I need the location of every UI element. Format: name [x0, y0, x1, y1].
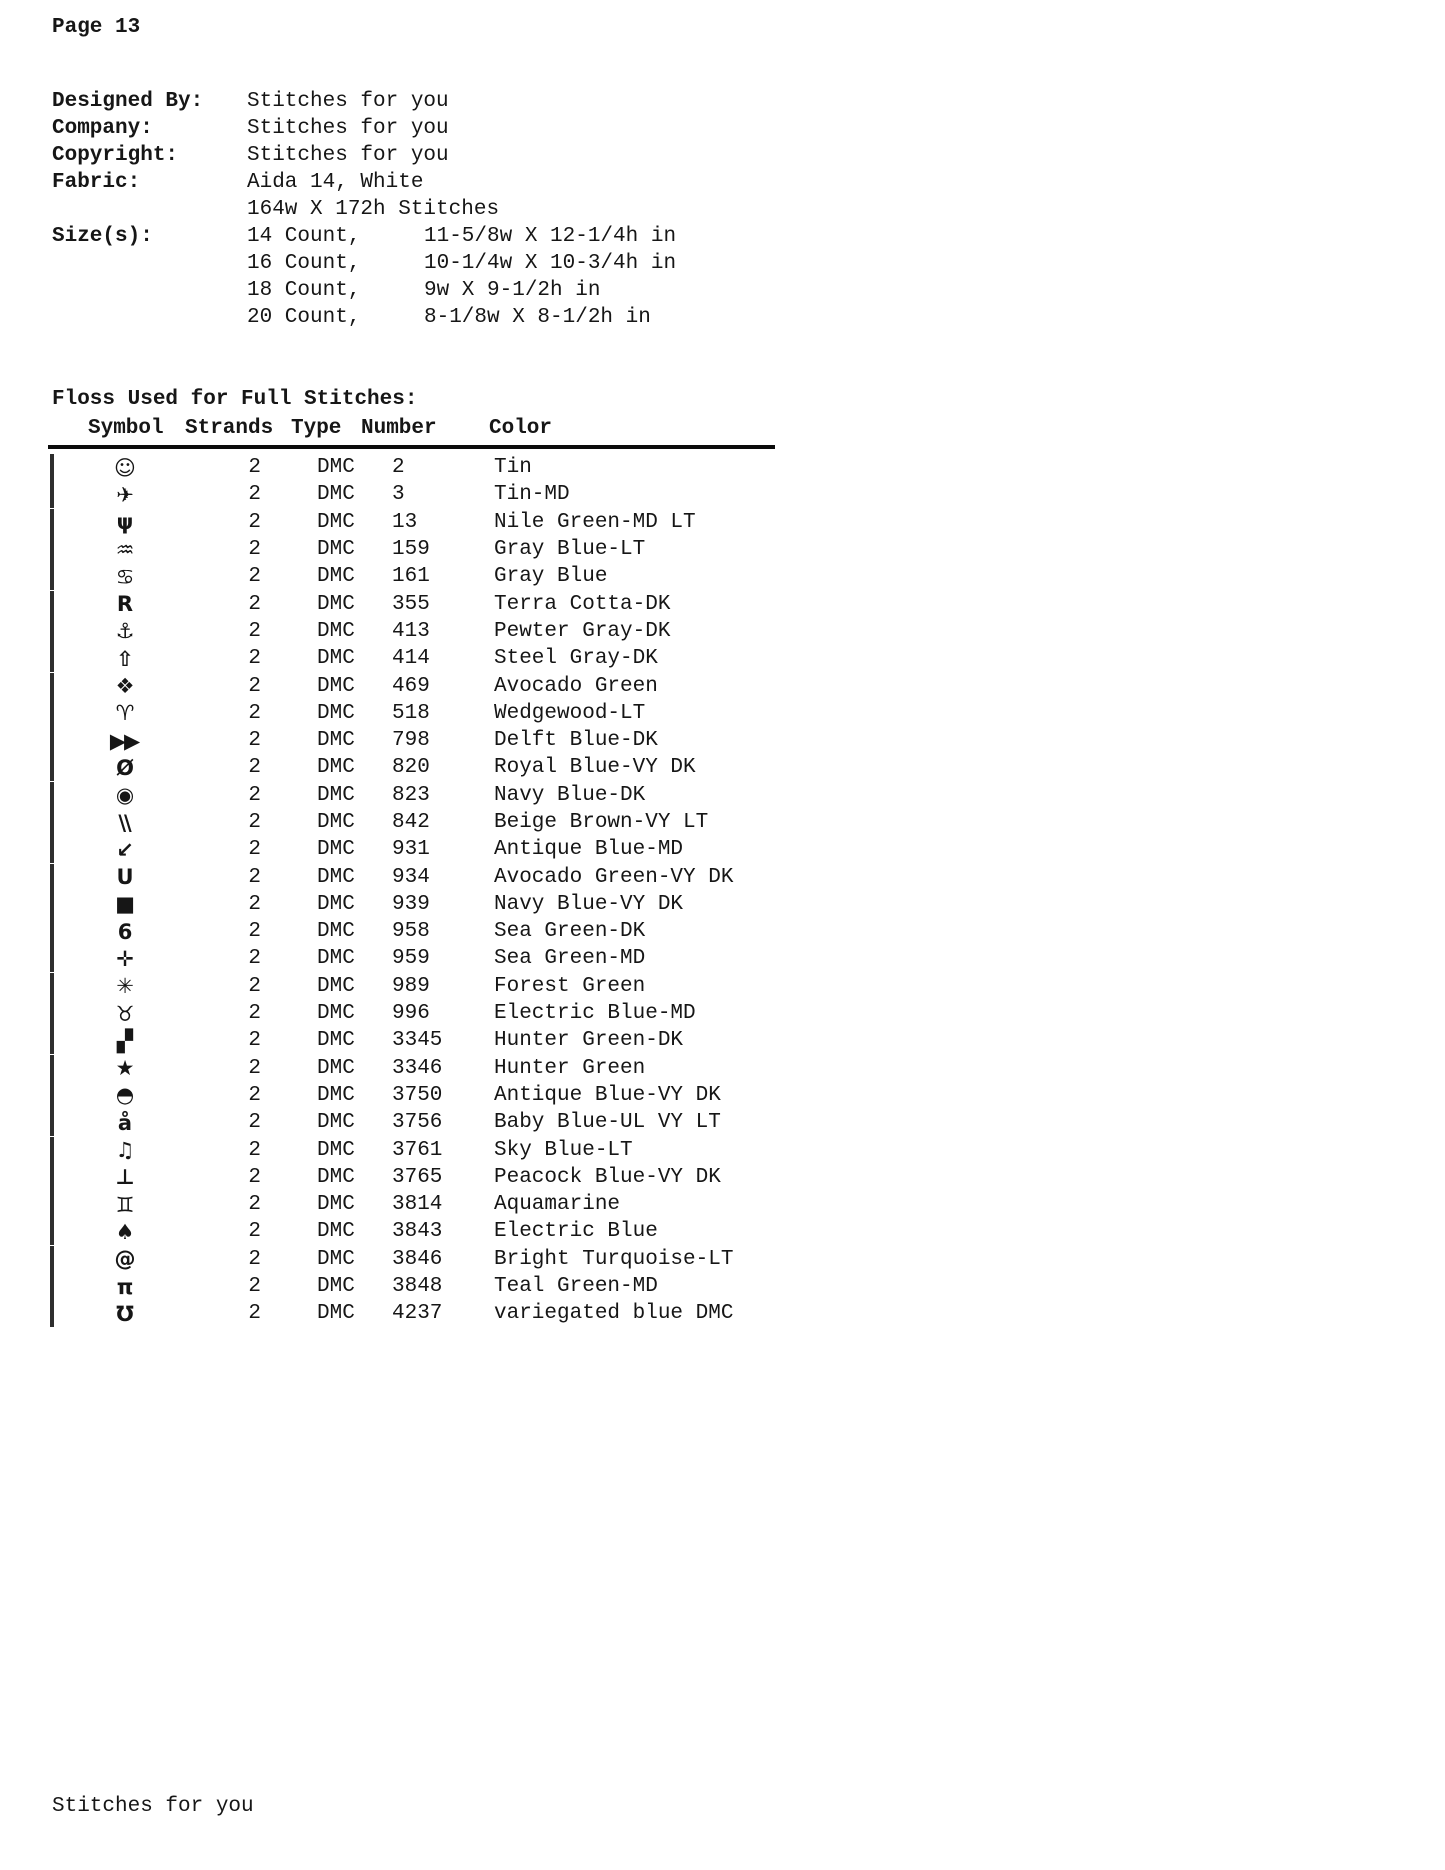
floss-color-swatch [50, 1109, 54, 1136]
floss-color-swatch [50, 836, 54, 863]
floss-table-row [0, 1300, 1445, 1327]
floss-type: DMC [317, 674, 355, 698]
floss-color-name: Sea Green-DK [494, 920, 646, 944]
floss-table-row [0, 1218, 1445, 1245]
floss-color-name: Avocado Green-VY DK [494, 865, 734, 889]
floss-number: 414 [392, 647, 430, 671]
floss-type: DMC [317, 1193, 355, 1217]
floss-color-name: Forest Green [494, 974, 646, 998]
smiley-face-symbol: ☺ [114, 455, 134, 480]
info-value: 164w X 172h Stitches [247, 198, 500, 221]
floss-table-row [0, 918, 1445, 945]
floss-color-name: Nile Green-MD LT [494, 510, 696, 534]
floss-color-swatch [50, 1055, 54, 1082]
floss-color-swatch [50, 1191, 54, 1218]
strands-value: 2 [248, 920, 261, 944]
floss-color-name: variegated blue DMC [494, 1302, 734, 1326]
floss-table-row [0, 590, 1445, 617]
floss-type: DMC [317, 1083, 355, 1107]
footer-designer-name: Stitches for you [52, 1795, 254, 1818]
floss-type: DMC [317, 565, 355, 589]
double-waves-symbol: ♒ [115, 537, 133, 562]
floss-color-name: Bright Turquoise-LT [494, 1247, 734, 1271]
column-header-color: Color [489, 417, 553, 440]
info-label [52, 304, 247, 331]
floss-table-body [0, 454, 1445, 1328]
strands-value: 2 [248, 756, 261, 780]
floss-table-row [0, 891, 1445, 918]
info-value: 16 Count, [247, 252, 361, 275]
info-row [0, 142, 1445, 169]
floss-color-swatch [50, 618, 54, 645]
floss-number: 3846 [392, 1247, 443, 1271]
floss-number: 3814 [392, 1193, 443, 1217]
floss-section [0, 386, 1445, 1328]
floss-number: 823 [392, 783, 430, 807]
floss-color-swatch [50, 918, 54, 945]
floss-type: DMC [317, 811, 355, 834]
floss-table-row [0, 1055, 1445, 1082]
floss-number: 931 [392, 838, 430, 862]
floss-number: 518 [392, 701, 430, 725]
open-cross-symbol: ✛ [116, 946, 132, 971]
candle-symbol: å [117, 1110, 131, 1135]
floss-color-swatch [50, 891, 54, 918]
strands-value: 2 [248, 892, 261, 916]
strands-value: 2 [248, 1165, 261, 1189]
floss-color-swatch [50, 864, 54, 891]
floss-color-swatch [50, 536, 54, 563]
floss-color-name: Gray Blue-LT [494, 538, 646, 562]
floss-color-name: Avocado Green [494, 674, 658, 698]
floss-number: 3765 [392, 1165, 443, 1189]
info-value: Stitches for you [247, 90, 449, 113]
floss-color-swatch [50, 591, 54, 618]
floss-table-row [0, 1027, 1445, 1054]
floss-color-name: Wedgewood-LT [494, 701, 646, 725]
floss-color-name: Navy Blue-VY DK [494, 892, 684, 916]
floss-color-swatch [50, 1137, 54, 1164]
floss-color-swatch [50, 1027, 54, 1054]
strands-value: 2 [248, 456, 261, 480]
floss-type: DMC [317, 1220, 355, 1244]
spade-symbol: ♠ [115, 1219, 133, 1244]
aries-sign-symbol: ♈ [115, 701, 133, 726]
floss-color-name: Hunter Green-DK [494, 1029, 684, 1053]
floss-color-swatch [50, 1000, 54, 1027]
info-dimensions [424, 196, 1445, 223]
floss-number: 996 [392, 1002, 430, 1026]
floss-color-swatch [50, 563, 54, 590]
floss-type: DMC [317, 783, 355, 807]
floss-number: 3346 [392, 1056, 443, 1080]
floss-color-name: Aquamarine [494, 1193, 621, 1217]
floss-type: DMC [317, 756, 355, 780]
floss-number: 3345 [392, 1029, 443, 1053]
floss-color-swatch [50, 809, 54, 836]
floss-color-swatch [50, 945, 54, 972]
info-label: Size(s): [52, 225, 153, 248]
floss-table-row [0, 727, 1445, 754]
floss-color-swatch [50, 509, 54, 536]
page-number: Page 13 [52, 16, 141, 39]
strands-value: 2 [248, 483, 261, 507]
floss-color-swatch [50, 673, 54, 700]
info-row [0, 304, 1445, 331]
floss-type: DMC [317, 1111, 355, 1135]
floss-number: 934 [392, 865, 430, 889]
strands-value: 2 [248, 674, 261, 698]
floss-table-row [0, 700, 1445, 727]
floss-number: 469 [392, 674, 430, 698]
floss-color-name: Electric Blue-MD [494, 1002, 696, 1026]
header-divider-rule [48, 445, 775, 449]
floss-color-swatch [50, 1218, 54, 1245]
column-header-strands: Strands [185, 417, 274, 440]
strands-value: 2 [248, 947, 261, 971]
star-symbol: ★ [115, 1056, 133, 1081]
floss-number: 959 [392, 947, 430, 971]
floss-type: DMC [317, 1002, 355, 1026]
info-row [0, 223, 1445, 250]
info-dimensions: 10-1/4w X 10-3/4h in [424, 252, 677, 275]
floss-color-name: Hunter Green [494, 1056, 646, 1080]
floss-table-row [0, 1082, 1445, 1109]
floss-color-swatch [50, 454, 54, 481]
strands-value: 2 [248, 1029, 261, 1053]
perpendicular-symbol: ⊥ [115, 1165, 133, 1190]
double-backslash-symbol: \\ [118, 810, 130, 835]
floss-table-row [0, 1273, 1445, 1300]
info-label: Company: [52, 117, 153, 140]
floss-type: DMC [317, 647, 355, 671]
floss-type: DMC [317, 920, 355, 944]
info-value: 20 Count, [247, 306, 361, 329]
strands-value: 2 [248, 619, 261, 643]
info-dimensions [424, 88, 1445, 115]
digit-six-symbol: 6 [117, 919, 131, 944]
floss-color-name: Steel Gray-DK [494, 647, 658, 671]
diagonal-squares-symbol: ▞ [116, 1028, 132, 1053]
floss-type: DMC [317, 510, 355, 534]
strands-value: 2 [248, 1193, 261, 1217]
info-value: 14 Count, [247, 225, 361, 248]
pattern-info-block [0, 88, 1445, 331]
strands-value: 2 [248, 1002, 261, 1026]
floss-table-row [0, 509, 1445, 536]
floss-table-row [0, 1136, 1445, 1163]
strands-value: 2 [248, 1111, 261, 1135]
column-header-type: Type [291, 417, 342, 440]
info-row [0, 169, 1445, 196]
inverted-omega-symbol: ℧ [116, 1301, 132, 1326]
floss-number: 798 [392, 729, 430, 753]
floss-type: DMC [317, 974, 355, 998]
floss-color-swatch [50, 645, 54, 672]
floss-number: 3843 [392, 1220, 443, 1244]
floss-color-name: Antique Blue-VY DK [494, 1083, 721, 1107]
floss-type: DMC [317, 947, 355, 971]
info-row [0, 277, 1445, 304]
info-row [0, 115, 1445, 142]
strands-value: 2 [248, 592, 261, 616]
info-label: Designed By: [52, 90, 204, 113]
floss-type: DMC [317, 1302, 355, 1326]
info-label [52, 196, 247, 223]
floss-color-name: Pewter Gray-DK [494, 619, 671, 643]
heavy-asterisk-symbol: ✳ [116, 974, 132, 999]
floss-color-name: Terra Cotta-DK [494, 592, 671, 616]
floss-color-name: Teal Green-MD [494, 1275, 658, 1299]
info-dimensions [424, 115, 1445, 142]
info-label [52, 250, 247, 277]
floss-table-row [0, 672, 1445, 699]
floss-color-swatch [50, 700, 54, 727]
anchor-symbol: ⚓ [115, 619, 133, 644]
strands-value: 2 [248, 729, 261, 753]
floss-type: DMC [317, 838, 355, 862]
floss-color-name: Delft Blue-DK [494, 729, 658, 753]
floss-table-row [0, 1000, 1445, 1027]
info-dimensions [424, 169, 1445, 196]
floss-color-swatch [50, 727, 54, 754]
floss-type: DMC [317, 1029, 355, 1053]
floss-number: 161 [392, 565, 430, 589]
music-notes-symbol: ♫ [115, 1138, 133, 1163]
floss-number: 3 [392, 483, 405, 507]
strands-value: 2 [248, 510, 261, 534]
strands-value: 2 [248, 701, 261, 725]
floss-type: DMC [317, 729, 355, 753]
filled-square-symbol: ■ [115, 892, 133, 917]
airplane-symbol: ✈ [116, 482, 132, 507]
gemini-sign-symbol: ♊ [115, 1192, 133, 1217]
pi-symbol: π [116, 1274, 132, 1299]
floss-color-name: Gray Blue [494, 565, 608, 589]
floss-table-row [0, 481, 1445, 508]
info-dimensions [424, 142, 1445, 169]
floss-number: 989 [392, 974, 430, 998]
eye-symbol: ◉ [115, 783, 133, 808]
floss-type: DMC [317, 592, 355, 616]
floss-number: 413 [392, 619, 430, 643]
strands-value: 2 [248, 783, 261, 807]
floss-color-swatch [50, 1082, 54, 1109]
strands-value: 2 [248, 1220, 261, 1244]
half-filled-circle-symbol: ◓ [115, 1083, 133, 1108]
info-dimensions: 11-5/8w X 12-1/4h in [424, 225, 677, 248]
info-dimensions: 8-1/8w X 8-1/2h in [424, 306, 651, 329]
info-value: Stitches for you [247, 117, 449, 140]
strands-value: 2 [248, 647, 261, 671]
floss-color-swatch [50, 1300, 54, 1327]
strands-value: 2 [248, 565, 261, 589]
info-row [0, 88, 1445, 115]
strands-value: 2 [248, 538, 261, 562]
floss-table-header [0, 415, 1445, 442]
strands-value: 2 [248, 1247, 261, 1271]
floss-table-row [0, 809, 1445, 836]
floss-table-row [0, 563, 1445, 590]
floss-type: DMC [317, 865, 355, 889]
floss-number: 3761 [392, 1138, 443, 1162]
info-label: Copyright: [52, 144, 179, 167]
floss-type: DMC [317, 619, 355, 643]
floss-color-name: Electric Blue [494, 1220, 658, 1244]
floss-table-row [0, 645, 1445, 672]
floss-color-name: Sea Green-MD [494, 947, 646, 971]
floss-type: DMC [317, 892, 355, 916]
floss-color-name: Tin [494, 456, 532, 480]
floss-type: DMC [317, 456, 355, 480]
column-header-number: Number [361, 417, 437, 440]
floss-color-name: Baby Blue-UL VY LT [494, 1111, 721, 1135]
floss-color-swatch [50, 973, 54, 1000]
floss-table-row [0, 618, 1445, 645]
floss-type: DMC [317, 483, 355, 507]
slashed-flag-symbol: Ø [116, 755, 132, 780]
floss-number: 4237 [392, 1302, 443, 1326]
info-dimensions: 9w X 9-1/2h in [424, 279, 601, 302]
column-header-symbol: Symbol [88, 417, 164, 440]
up-arrow-symbol: ⇧ [116, 646, 132, 671]
floss-color-swatch [50, 782, 54, 809]
strands-value: 2 [248, 811, 261, 834]
at-sign-symbol: @ [114, 1247, 134, 1272]
info-label [52, 277, 247, 304]
floss-color-name: Antique Blue-MD [494, 838, 684, 862]
strands-value: 2 [248, 865, 261, 889]
floss-type: DMC [317, 701, 355, 725]
floss-table-row [0, 945, 1445, 972]
letter-r-symbol: R [116, 592, 132, 617]
floss-table-row [0, 536, 1445, 563]
letter-u-symbol: U [116, 865, 132, 890]
floss-color-swatch [50, 1164, 54, 1191]
strands-value: 2 [248, 838, 261, 862]
floss-number: 13 [392, 510, 418, 534]
floss-type: DMC [317, 1165, 355, 1189]
floss-table-row [0, 863, 1445, 890]
floss-table-row [0, 1109, 1445, 1136]
floss-number: 958 [392, 920, 430, 944]
floss-type: DMC [317, 1056, 355, 1080]
floss-number: 3756 [392, 1111, 443, 1135]
floss-color-swatch [50, 754, 54, 781]
info-row [0, 250, 1445, 277]
info-value: Aida 14, White [247, 171, 424, 194]
strands-value: 2 [248, 1302, 261, 1326]
floss-number: 3750 [392, 1083, 443, 1107]
floss-table-row [0, 836, 1445, 863]
info-value: Stitches for you [247, 144, 449, 167]
floss-color-name: Beige Brown-VY LT [494, 811, 709, 834]
floss-number: 842 [392, 811, 430, 834]
floss-table-row [0, 454, 1445, 481]
floss-number: 159 [392, 538, 430, 562]
double-play-arrows-symbol: ▶▶ [109, 728, 139, 753]
cancer-sign-symbol: ♋ [115, 564, 133, 589]
info-value: 18 Count, [247, 279, 361, 302]
floss-type: DMC [317, 1247, 355, 1271]
psi-symbol: ψ [116, 510, 132, 535]
floss-number: 355 [392, 592, 430, 616]
four-diamonds-symbol: ❖ [115, 674, 133, 699]
taurus-sign-symbol: ♉ [115, 1001, 133, 1026]
floss-color-name: Peacock Blue-VY DK [494, 1165, 721, 1189]
floss-color-name: Sky Blue-LT [494, 1138, 633, 1162]
floss-number: 939 [392, 892, 430, 916]
floss-number: 3848 [392, 1275, 443, 1299]
info-row [0, 196, 1445, 223]
strands-value: 2 [248, 1275, 261, 1299]
floss-color-swatch [50, 1273, 54, 1300]
floss-color-swatch [50, 1246, 54, 1273]
floss-color-name: Royal Blue-VY DK [494, 756, 696, 780]
floss-table-row [0, 1246, 1445, 1273]
strands-value: 2 [248, 974, 261, 998]
floss-table-row [0, 1191, 1445, 1218]
floss-table-row [0, 1164, 1445, 1191]
floss-color-name: Tin-MD [494, 483, 570, 507]
floss-type: DMC [317, 1275, 355, 1299]
floss-color-name: Navy Blue-DK [494, 783, 646, 807]
strands-value: 2 [248, 1056, 261, 1080]
feathered-arrow-symbol: ↙ [116, 837, 132, 862]
strands-value: 2 [248, 1083, 261, 1107]
floss-number: 2 [392, 456, 405, 480]
info-label: Fabric: [52, 171, 141, 194]
floss-number: 820 [392, 756, 430, 780]
floss-table-row [0, 782, 1445, 809]
floss-table-row [0, 754, 1445, 781]
floss-color-swatch [50, 481, 54, 508]
floss-type: DMC [317, 538, 355, 562]
strands-value: 2 [248, 1138, 261, 1162]
floss-table-row [0, 973, 1445, 1000]
floss-table-title: Floss Used for Full Stitches: [52, 388, 418, 411]
floss-type: DMC [317, 1138, 355, 1162]
